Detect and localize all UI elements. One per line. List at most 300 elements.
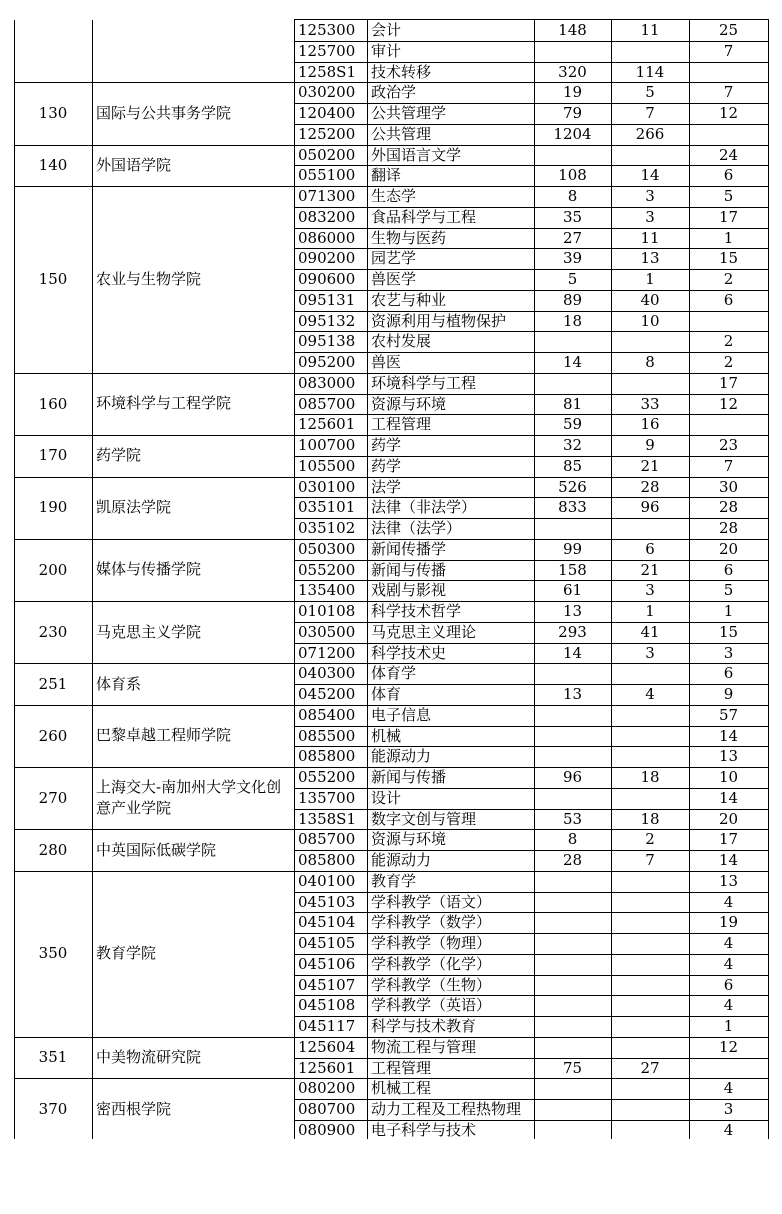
count-3: 9 <box>723 685 734 703</box>
count-3: 4 <box>723 954 734 973</box>
count-1: 148 <box>558 21 587 39</box>
college-name: 凯原法学院 <box>96 498 172 517</box>
count-2: 11 <box>640 228 660 247</box>
major-name: 农艺与种业 <box>371 290 447 309</box>
count-2: 27 <box>640 1058 660 1077</box>
major-code: 045107 <box>298 975 356 994</box>
college-code: 190 <box>38 498 68 517</box>
count-1: 320 <box>558 62 587 81</box>
major-code: 086000 <box>298 228 356 247</box>
college-name: 农业与生物学院 <box>96 269 202 288</box>
count-2: 40 <box>640 290 660 309</box>
major-code: 090600 <box>298 270 356 288</box>
major-name: 会计 <box>371 21 402 39</box>
count-3: 7 <box>723 83 734 102</box>
major-code: 100700 <box>298 436 356 454</box>
count-3: 24 <box>718 145 739 164</box>
count-1: 8 <box>567 187 578 205</box>
count-3: 10 <box>718 768 739 786</box>
page-blank-area <box>0 1139 782 1214</box>
count-1 <box>534 1120 611 1141</box>
count-2: 7 <box>645 104 655 122</box>
major-name: 学科教学（英语） <box>371 996 492 1015</box>
major-code: 125300 <box>298 21 356 39</box>
count-1 <box>534 912 611 933</box>
column-line <box>689 19 690 1139</box>
major-name: 学科教学（化学） <box>371 954 492 973</box>
major-name: 科学技术哲学 <box>371 602 462 620</box>
count-3: 28 <box>718 498 739 517</box>
major-code: 125601 <box>298 415 356 434</box>
count-1 <box>534 933 611 954</box>
count-3: 13 <box>718 871 739 890</box>
count-2: 21 <box>640 456 660 475</box>
count-1: 61 <box>562 581 583 600</box>
count-2: 6 <box>645 539 655 558</box>
count-3: 14 <box>718 851 739 869</box>
major-code: 125200 <box>298 124 356 143</box>
count-3: 25 <box>718 21 739 39</box>
major-code: 045106 <box>298 954 356 973</box>
major-code: 030100 <box>298 477 356 496</box>
count-1: 79 <box>562 104 583 122</box>
major-code: 085400 <box>298 705 356 724</box>
count-1: 99 <box>562 539 583 558</box>
count-3: 4 <box>723 1079 734 1098</box>
count-1: 18 <box>562 311 583 330</box>
college-name: 环境科学与工程学院 <box>96 394 232 413</box>
count-1: 35 <box>562 207 583 226</box>
count-2: 3 <box>645 643 655 662</box>
count-1 <box>534 995 611 1016</box>
major-code: 080200 <box>298 1079 356 1098</box>
count-3: 15 <box>718 249 739 268</box>
college-code: 351 <box>38 1048 68 1067</box>
count-2: 14 <box>640 166 660 185</box>
count-3: 19 <box>718 913 739 932</box>
major-name: 学科教学（数学） <box>371 913 492 932</box>
college-name: 国际与公共事务学院 <box>96 103 232 122</box>
college-name: 马克思主义学院 <box>96 622 202 641</box>
major-name: 动力工程及工程热物理 <box>371 1100 522 1118</box>
count-1 <box>534 871 611 892</box>
college-code: 150 <box>38 270 68 289</box>
count-2 <box>611 892 689 913</box>
college-name: 体育系 <box>96 674 142 693</box>
count-3: 20 <box>718 539 739 558</box>
count-3: 15 <box>718 622 739 641</box>
count-2 <box>611 912 689 933</box>
count-2 <box>611 1037 689 1058</box>
college-name: 上海交大-南加州大学文化创意产业学院 <box>96 778 282 818</box>
major-code: 125601 <box>298 1058 356 1077</box>
major-name: 工程管理 <box>371 1058 432 1077</box>
count-2: 11 <box>640 21 660 39</box>
count-1 <box>534 788 611 809</box>
count-3: 2 <box>723 332 734 351</box>
count-3: 6 <box>723 166 734 185</box>
count-2 <box>611 373 689 394</box>
major-name: 园艺学 <box>371 249 417 268</box>
college-code <box>14 20 92 82</box>
count-1: 19 <box>562 83 583 102</box>
major-name: 教育学 <box>371 871 417 890</box>
count-2: 2 <box>645 830 655 849</box>
major-code: 085700 <box>298 830 356 849</box>
count-3: 30 <box>718 477 739 496</box>
count-3: 17 <box>718 207 739 226</box>
count-1: 526 <box>558 477 587 496</box>
count-1 <box>534 1037 611 1058</box>
major-name: 外国语言文学 <box>371 145 462 164</box>
count-2 <box>611 746 689 767</box>
major-name: 电子信息 <box>371 705 432 724</box>
count-3: 14 <box>718 788 739 807</box>
major-code: 095200 <box>298 353 356 371</box>
count-3: 7 <box>723 456 734 475</box>
major-code: 010108 <box>298 602 356 620</box>
major-name: 科学技术史 <box>371 643 447 662</box>
major-code: 083000 <box>298 373 356 392</box>
college-name: 教育学院 <box>96 944 157 963</box>
count-3: 3 <box>723 643 734 662</box>
count-3: 5 <box>723 187 734 205</box>
count-1 <box>534 954 611 975</box>
college-name: 巴黎卓越工程师学院 <box>96 726 232 745</box>
count-2: 9 <box>645 436 655 454</box>
count-2: 266 <box>635 124 665 143</box>
count-1 <box>534 705 611 726</box>
major-code: 080700 <box>298 1100 356 1118</box>
count-3: 6 <box>723 560 734 579</box>
count-3: 2 <box>723 270 734 288</box>
major-code: 071300 <box>298 187 356 205</box>
count-2 <box>611 871 689 892</box>
count-2: 7 <box>645 851 655 869</box>
major-name: 兽医 <box>371 353 402 371</box>
count-2: 28 <box>640 477 660 496</box>
major-name: 学科教学（生物） <box>371 975 492 994</box>
count-2: 114 <box>635 62 665 81</box>
major-name: 政治学 <box>371 83 417 102</box>
major-code: 095131 <box>298 290 356 309</box>
count-2: 8 <box>645 353 655 371</box>
count-2: 16 <box>640 415 660 434</box>
count-3: 57 <box>718 705 739 724</box>
count-3: 12 <box>718 394 739 413</box>
count-1 <box>534 373 611 394</box>
count-1 <box>534 331 611 352</box>
major-name: 资源与环境 <box>371 830 447 849</box>
count-2 <box>611 145 689 166</box>
college-code: 140 <box>38 155 68 174</box>
count-1: 13 <box>562 602 583 620</box>
count-1 <box>534 518 611 539</box>
count-1: 8 <box>567 830 578 849</box>
count-1 <box>534 663 611 684</box>
count-2: 13 <box>640 249 660 268</box>
major-code: 105500 <box>298 456 356 475</box>
major-code: 125604 <box>298 1037 356 1056</box>
major-code: 080900 <box>298 1120 356 1139</box>
major-name: 科学与技术教育 <box>371 1017 477 1035</box>
count-1: 13 <box>562 685 583 703</box>
major-code: 085800 <box>298 851 356 869</box>
count-2: 41 <box>640 622 660 641</box>
count-2: 18 <box>640 809 660 828</box>
major-name: 设计 <box>371 788 402 807</box>
count-1: 5 <box>567 270 578 288</box>
count-3: 6 <box>723 664 734 683</box>
major-name: 工程管理 <box>371 415 432 434</box>
college-name: 药学院 <box>96 446 142 465</box>
count-2 <box>611 1078 689 1099</box>
major-name: 药学 <box>371 456 402 475</box>
college-code: 130 <box>38 104 68 123</box>
count-3: 28 <box>718 519 739 537</box>
column-line <box>534 19 535 1139</box>
major-name: 法学 <box>371 477 402 496</box>
college-code: 170 <box>38 446 68 465</box>
count-1 <box>534 1078 611 1099</box>
column-line <box>768 19 769 1139</box>
count-2 <box>611 1099 689 1120</box>
count-3 <box>689 124 768 145</box>
count-3: 6 <box>723 290 734 309</box>
count-1: 1204 <box>553 124 592 143</box>
major-name: 物流工程与管理 <box>371 1037 477 1056</box>
count-1: 14 <box>562 353 583 371</box>
count-1 <box>534 892 611 913</box>
count-2 <box>611 663 689 684</box>
count-1 <box>534 746 611 767</box>
count-3: 1 <box>723 1017 734 1035</box>
major-name: 马克思主义理论 <box>371 622 477 641</box>
major-code: 045104 <box>298 913 356 932</box>
count-2: 3 <box>645 207 655 226</box>
major-name: 资源与环境 <box>371 394 447 413</box>
college-code: 260 <box>38 726 68 745</box>
major-code: 125700 <box>298 41 356 60</box>
major-name: 技术转移 <box>371 62 432 81</box>
college-code: 160 <box>38 394 68 413</box>
major-code: 040100 <box>298 871 356 890</box>
major-name: 数字文创与管理 <box>371 809 477 828</box>
major-name: 体育学 <box>371 664 417 683</box>
major-name: 环境科学与工程 <box>371 373 477 392</box>
major-name: 法律（非法学） <box>371 498 477 517</box>
count-1: 39 <box>562 249 583 268</box>
major-name: 生态学 <box>371 187 417 205</box>
count-1: 96 <box>562 768 583 786</box>
count-2: 18 <box>640 768 660 786</box>
count-1: 14 <box>562 643 583 662</box>
major-name: 戏剧与影视 <box>371 581 447 600</box>
count-1: 89 <box>562 290 583 309</box>
count-1: 293 <box>558 622 587 641</box>
count-3 <box>689 311 768 332</box>
major-code: 085500 <box>298 726 356 745</box>
count-3: 1 <box>723 228 734 247</box>
major-name: 翻译 <box>371 166 402 185</box>
count-3: 5 <box>723 581 734 600</box>
count-1: 53 <box>562 809 583 828</box>
count-2 <box>611 41 689 62</box>
major-code: 095138 <box>298 332 356 351</box>
count-2: 33 <box>640 394 660 413</box>
count-2 <box>611 975 689 996</box>
column-line <box>294 19 295 1139</box>
count-3: 7 <box>723 41 734 60</box>
column-line <box>367 19 368 1139</box>
count-1 <box>534 145 611 166</box>
major-code: 030500 <box>298 622 356 641</box>
count-2: 3 <box>645 581 655 600</box>
count-3: 4 <box>723 934 734 952</box>
major-name: 食品科学与工程 <box>371 207 477 226</box>
count-1: 32 <box>562 436 583 454</box>
college-code: 230 <box>38 622 68 641</box>
major-name: 法律（法学） <box>371 519 462 537</box>
count-1: 108 <box>558 166 587 185</box>
count-1 <box>534 726 611 747</box>
count-3: 1 <box>723 602 734 620</box>
count-2 <box>611 954 689 975</box>
major-name: 农村发展 <box>371 332 432 351</box>
major-code: 071200 <box>298 643 356 662</box>
count-3: 2 <box>723 353 734 371</box>
college-name: 密西根学院 <box>96 1099 172 1118</box>
major-code: 035102 <box>298 519 356 537</box>
count-2: 4 <box>645 685 655 703</box>
count-2 <box>611 995 689 1016</box>
column-line <box>14 20 15 1139</box>
count-2 <box>611 518 689 539</box>
major-name: 药学 <box>371 436 402 454</box>
major-name: 机械工程 <box>371 1079 432 1098</box>
count-2: 21 <box>640 560 660 579</box>
major-name: 新闻与传播 <box>371 560 447 579</box>
count-2 <box>611 1120 689 1141</box>
count-2 <box>611 1016 689 1037</box>
count-3: 17 <box>718 830 739 849</box>
count-2: 96 <box>640 498 660 517</box>
count-3: 4 <box>723 996 734 1015</box>
count-2 <box>611 331 689 352</box>
college-name <box>92 20 294 82</box>
count-3: 20 <box>718 809 739 828</box>
major-code: 1358S1 <box>298 809 356 828</box>
major-code: 135400 <box>298 581 356 600</box>
college-code: 270 <box>38 788 68 807</box>
college-code: 200 <box>38 560 68 579</box>
count-3 <box>689 414 768 435</box>
major-code: 083200 <box>298 207 356 226</box>
major-code: 030200 <box>298 83 356 102</box>
count-1: 158 <box>558 560 587 579</box>
major-name: 资源利用与植物保护 <box>371 311 507 330</box>
major-name: 审计 <box>371 41 402 60</box>
count-1 <box>534 41 611 62</box>
major-code: 040300 <box>298 664 356 683</box>
major-code: 085700 <box>298 394 356 413</box>
count-3: 13 <box>718 747 739 766</box>
major-code: 055200 <box>298 560 356 579</box>
count-3 <box>689 62 768 83</box>
count-2: 10 <box>640 311 660 330</box>
count-2 <box>611 933 689 954</box>
major-name: 机械 <box>371 726 402 745</box>
major-code: 055100 <box>298 166 356 185</box>
count-3 <box>689 1058 768 1079</box>
major-name: 能源动力 <box>371 851 432 869</box>
major-name: 新闻与传播 <box>371 768 447 786</box>
major-code: 035101 <box>298 498 356 517</box>
major-code: 120400 <box>298 104 356 122</box>
major-name: 学科教学（语文） <box>371 892 492 911</box>
major-name: 兽医学 <box>371 270 417 288</box>
major-name: 公共管理 <box>371 124 432 143</box>
count-1: 85 <box>562 456 583 475</box>
major-code: 095132 <box>298 311 356 330</box>
college-name: 中美物流研究院 <box>96 1048 202 1066</box>
count-1: 27 <box>562 228 583 247</box>
count-3: 6 <box>723 975 734 994</box>
major-name: 公共管理学 <box>371 104 447 122</box>
major-code: 045108 <box>298 996 356 1015</box>
count-3: 3 <box>723 1100 734 1118</box>
count-3: 14 <box>718 726 739 745</box>
major-code: 045117 <box>298 1017 356 1035</box>
count-1: 28 <box>562 851 583 869</box>
major-code: 045200 <box>298 685 356 703</box>
count-3: 4 <box>723 892 734 911</box>
major-code: 090200 <box>298 249 356 268</box>
major-name: 生物与医药 <box>371 228 447 247</box>
major-code: 050200 <box>298 145 356 164</box>
major-code: 135700 <box>298 788 356 807</box>
college-name: 媒体与传播学院 <box>96 560 202 579</box>
major-code: 045105 <box>298 934 356 952</box>
college-code: 280 <box>38 840 68 859</box>
major-code: 050300 <box>298 539 356 558</box>
count-2 <box>611 788 689 809</box>
count-1: 75 <box>562 1058 583 1077</box>
count-2 <box>611 705 689 726</box>
count-1: 833 <box>558 498 587 517</box>
count-3: 12 <box>718 104 739 122</box>
college-name: 外国语学院 <box>96 155 172 174</box>
college-code: 350 <box>38 944 68 963</box>
count-1 <box>534 975 611 996</box>
count-3: 4 <box>723 1120 734 1139</box>
count-1 <box>534 1099 611 1120</box>
college-name: 中英国际低碳学院 <box>96 840 217 859</box>
count-2: 5 <box>645 83 655 102</box>
college-divider <box>14 1078 295 1079</box>
college-code: 251 <box>38 674 68 693</box>
column-line <box>92 20 93 1139</box>
count-1: 81 <box>562 394 583 413</box>
major-name: 电子科学与技术 <box>371 1120 477 1139</box>
major-code: 1258S1 <box>298 62 356 81</box>
count-2: 3 <box>645 187 655 205</box>
count-3: 12 <box>718 1037 739 1056</box>
major-code: 085800 <box>298 747 356 766</box>
major-name: 体育 <box>371 685 402 703</box>
count-3: 17 <box>718 373 739 392</box>
major-name: 能源动力 <box>371 747 432 766</box>
